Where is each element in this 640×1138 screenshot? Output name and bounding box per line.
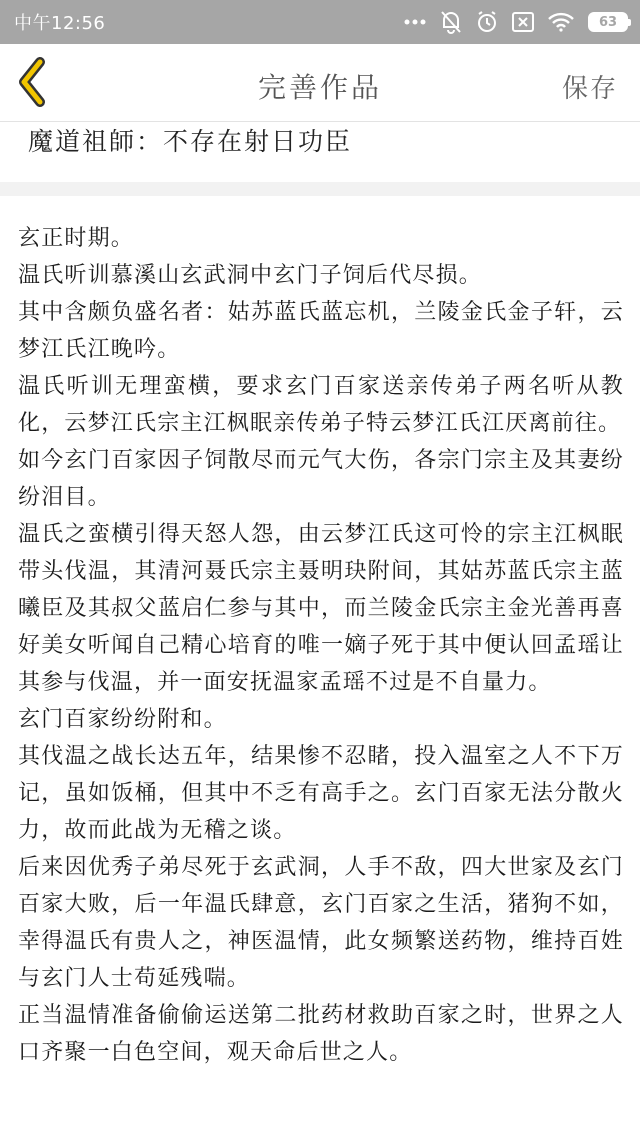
status-bar: [0, 0, 640, 44]
paragraph: 玄门百家纷纷附和。: [18, 707, 227, 732]
wifi-icon: [548, 12, 574, 32]
paragraph: 后来因优秀子弟尽死于玄武洞，人手不敌，四大世家及玄门百家大败，后一年温氏肆意，玄门百家之生活，猪狗不如，幸得温氏有贵人之，神医温情，此女频繁送药物，维持百姓与玄门人士苟延残喘。: [18, 855, 624, 991]
paragraph: 其伐温之战长达五年，结果惨不忍睹，投入温室之人不下万记，虽如饭桶，但其中不乏有高手之。玄门百家无法分散火力，故而此战为无稽之谈。: [18, 744, 624, 843]
more-dots-icon: [404, 18, 426, 26]
battery-icon: [588, 12, 628, 32]
nav-bar: [0, 44, 640, 122]
paragraph: 玄正时期。: [18, 226, 135, 251]
paragraph: 其中含颇负盛名者：姑苏蓝氏蓝忘机，兰陵金氏金子轩，云梦江氏江晚吟。: [18, 300, 624, 362]
sim-card-icon: [512, 12, 534, 32]
page-title: 完善作品: [257, 71, 382, 104]
mute-bell-icon: [440, 10, 462, 34]
alarm-icon: [476, 10, 498, 34]
paragraph: 正当温情准备偷偷运送第二批药材救助百家之时，世界之人口齐聚一白色空间，观天命后世之人。: [18, 1003, 624, 1065]
status-icons: [404, 10, 628, 34]
save-button[interactable]: 保存: [561, 74, 618, 104]
work-title[interactable]: 魔道祖師：不存在射日功臣: [28, 127, 353, 156]
paragraph: 温氏听训慕溪山玄武洞中玄门子饲后代尽损。: [18, 263, 483, 288]
paragraph: 如今玄门百家因子饲散尽而元气大伤，各宗门宗主及其妻纷纷泪目。: [18, 448, 624, 510]
paragraph: 温氏之蛮横引得天怒人怨，由云梦江氏这可怜的宗主江枫眠带头伐温，其清河聂氏宗主聂明玦附间，其姑苏蓝氏宗主蓝曦臣及其叔父蓝启仁参与其中，而兰陵金氏宗主金光善再喜好美女听闻自己精心培育的唯一嫡子死于其中便认回孟瑶让其参与伐温，并一面安抚温家孟瑶不过是不自量力。: [18, 522, 624, 695]
paragraph: 温氏听训无理蛮横，要求玄门百家送亲传弟子两名听从教化，云梦江氏宗主江枫眠亲传弟子特云梦江氏江厌离前往。: [18, 374, 624, 436]
status-time: 中午12:56: [14, 13, 106, 34]
work-title-card: [0, 122, 640, 182]
battery-level: 63: [598, 14, 618, 30]
content-editor[interactable]: [0, 196, 640, 1138]
